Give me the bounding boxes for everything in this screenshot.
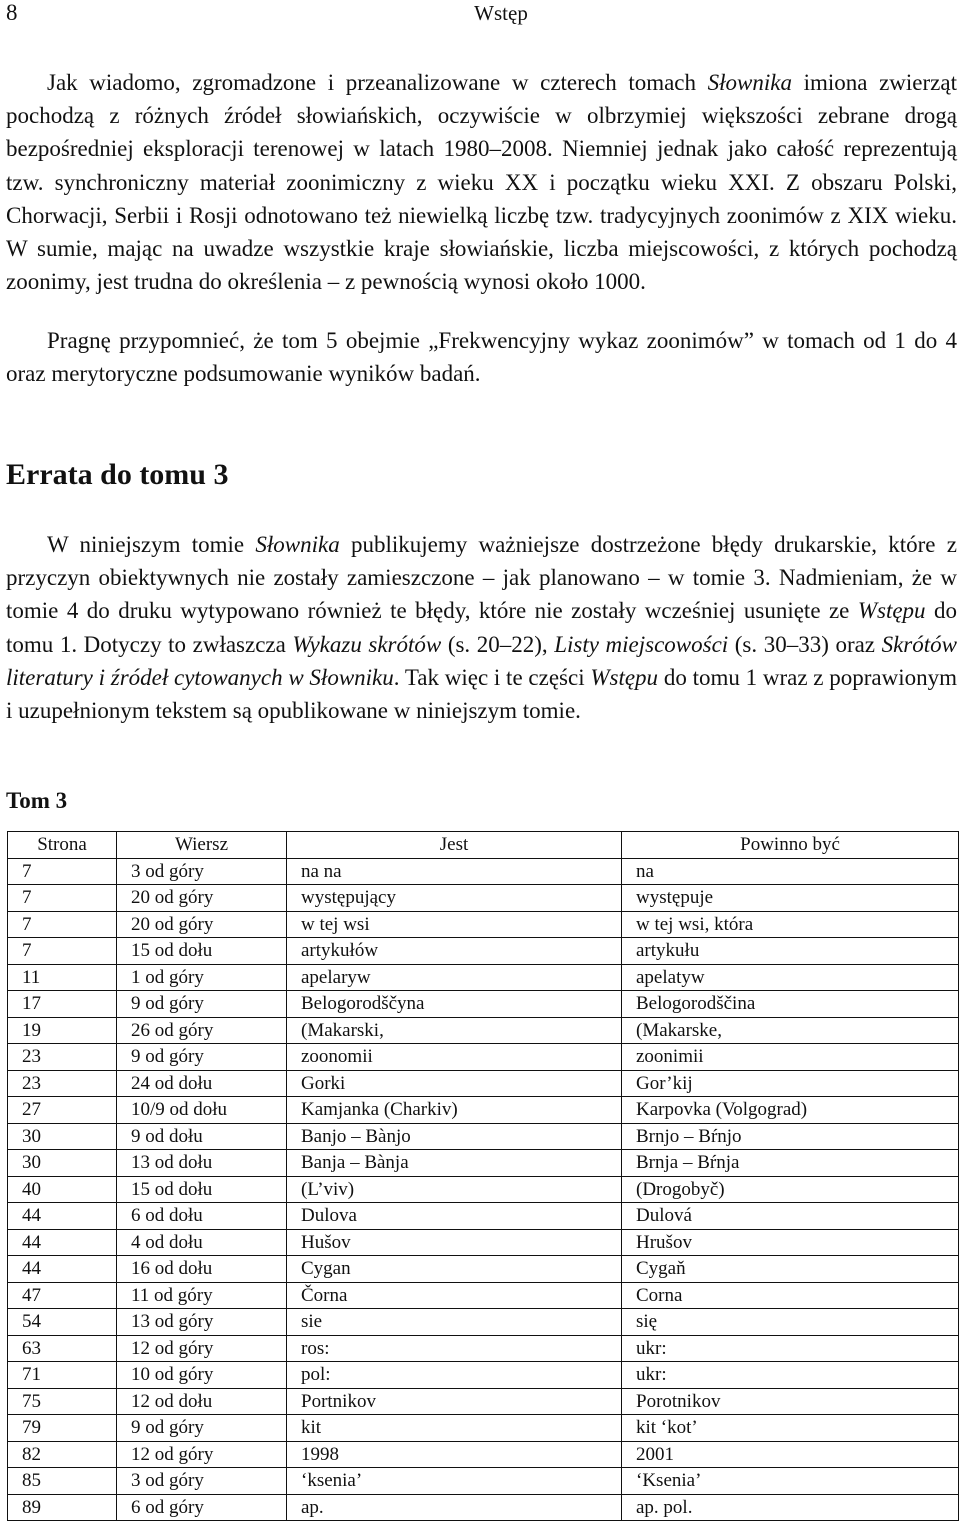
cell-wiersz: 6 od dołu <box>117 1203 287 1230</box>
cell-strona: 40 <box>8 1176 117 1203</box>
cell-powinno-byc: (Drogobyč) <box>622 1176 959 1203</box>
table-row <box>8 1203 959 1230</box>
cell-powinno-byc: na <box>622 858 959 885</box>
cell-jest: artykułów <box>287 938 622 965</box>
cell-powinno-byc: ‘Ksenia’ <box>622 1468 959 1495</box>
cell-powinno-byc: kit ‘kot’ <box>622 1415 959 1442</box>
cell-strona: 54 <box>8 1309 117 1336</box>
table-header-row <box>8 832 959 859</box>
table-row <box>8 991 959 1018</box>
table-body <box>8 858 959 1521</box>
table-row <box>8 1388 959 1415</box>
cell-wiersz: 16 od dołu <box>117 1256 287 1283</box>
cell-powinno-byc: ap. pol. <box>622 1494 959 1521</box>
table-row <box>8 1494 959 1521</box>
cell-jest: Banjo – Bànjo <box>287 1123 622 1150</box>
cell-wiersz: 12 od góry <box>117 1335 287 1362</box>
cell-wiersz: 13 od dołu <box>117 1150 287 1177</box>
cell-strona: 7 <box>8 885 117 912</box>
table-row <box>8 1441 959 1468</box>
cell-wiersz: 20 od góry <box>117 885 287 912</box>
cell-strona: 27 <box>8 1097 117 1124</box>
cell-strona: 85 <box>8 1468 117 1495</box>
cell-powinno-byc: apelatyw <box>622 964 959 991</box>
cell-strona: 82 <box>8 1441 117 1468</box>
table-row <box>8 1468 959 1495</box>
table-row <box>8 964 959 991</box>
cell-strona: 7 <box>8 938 117 965</box>
cell-powinno-byc: się <box>622 1309 959 1336</box>
cell-strona: 44 <box>8 1256 117 1283</box>
table-row <box>8 1282 959 1309</box>
cell-jest: zoonomii <box>287 1044 622 1071</box>
cell-jest: występujący <box>287 885 622 912</box>
table-row <box>8 1256 959 1283</box>
cell-jest: pol: <box>287 1362 622 1389</box>
cell-powinno-byc: Porotnikov <box>622 1388 959 1415</box>
table-row <box>8 911 959 938</box>
column-header-jest: Jest <box>287 832 622 859</box>
table-row <box>8 1150 959 1177</box>
cell-jest: Hušov <box>287 1229 622 1256</box>
cell-jest: apelaryw <box>287 964 622 991</box>
cell-jest: Cygan <box>287 1256 622 1283</box>
cell-strona: 44 <box>8 1229 117 1256</box>
cell-wiersz: 1 od góry <box>117 964 287 991</box>
cell-wiersz: 6 od góry <box>117 1494 287 1521</box>
cell-powinno-byc: Gor’kij <box>622 1070 959 1097</box>
table-heading: Tom 3 <box>6 788 68 813</box>
cell-strona: 11 <box>8 964 117 991</box>
errata-paragraph: W niniejszym tomie Słownika publikujemy ważniejsze dostrzeżone błędy drukarskie, które z przyczyn obiektywnych nie zostały zamieszczone – jak planowano – w tomie 3. Nadmieniam, że w tomie 4 do druku wytypowano również te błędy, które nie zostały wcześniej usunięte ze Wstępu do tomu 1. Dotyczy to zwłaszcza Wykazu skrótów (s. 20–22), Listy miejscowości (s. 30–33) oraz Skrótów literatury i źródeł cytowanych w Słowniku. Tak więc i te części Wstępu do tomu 1 wraz z poprawionym i uzupełnionym tekstem są opublikowane w niniejszym tomie. <box>6 532 958 724</box>
cell-strona: 75 <box>8 1388 117 1415</box>
cell-jest: Čorna <box>287 1282 622 1309</box>
cell-powinno-byc: Corna <box>622 1282 959 1309</box>
column-header-wiersz: Wiersz <box>117 832 287 859</box>
cell-wiersz: 9 od góry <box>117 991 287 1018</box>
table-row <box>8 1044 959 1071</box>
italic-title: Wstępu <box>857 598 926 624</box>
cell-wiersz: 26 od góry <box>117 1017 287 1044</box>
cell-jest: Kamjanka (Charkiv) <box>287 1097 622 1124</box>
italic-title: Słownika <box>255 532 340 557</box>
table-row <box>8 938 959 965</box>
cell-jest: Belogorodščyna <box>287 991 622 1018</box>
cell-wiersz: 12 od dołu <box>117 1388 287 1415</box>
cell-strona: 7 <box>8 911 117 938</box>
cell-strona: 19 <box>8 1017 117 1044</box>
cell-powinno-byc: występuje <box>622 885 959 912</box>
column-header-powinno-byc: Powinno być <box>622 832 959 859</box>
cell-jest: (Makarski, <box>287 1017 622 1044</box>
cell-powinno-byc: 2001 <box>622 1441 959 1468</box>
cell-powinno-byc: ukr: <box>622 1335 959 1362</box>
intro-paragraph-1: Jak wiadomo, zgromadzone i przeanalizowane w czterech tomach Słownika imiona zwierząt pochodzą z różnych źródeł słowiańskich, oczywiście w olbrzymiej większości zebrane drogą bezpośredniej eksploracji terenowej w latach 1980–2008. Niemniej jednak jako całość reprezentują tzw. synchroniczny materiał zoonimiczny z wieku XX i początku wieku XXI. Z obszaru Polski, Chorwacji, Serbii i Rosji odnotowano też niewielką liczbę tzw. tradycyjnych zoonimów z XIX wieku. W sumie, mając na uwadze wszystkie kraje słowiańskie, liczba miejscowości, z których pochodzą zoonimy, jest trudna do określenia – z pewnością wynosi około 1000. <box>6 70 957 295</box>
cell-wiersz: 20 od góry <box>117 911 287 938</box>
cell-powinno-byc: Cygaň <box>622 1256 959 1283</box>
table-row <box>8 1070 959 1097</box>
cell-powinno-byc: Brnjo – Bŕnjo <box>622 1123 959 1150</box>
cell-strona: 7 <box>8 858 117 885</box>
cell-powinno-byc: artykułu <box>622 938 959 965</box>
cell-strona: 23 <box>8 1070 117 1097</box>
cell-wiersz: 12 od góry <box>117 1441 287 1468</box>
table-row <box>8 1415 959 1442</box>
cell-wiersz: 3 od góry <box>117 858 287 885</box>
cell-powinno-byc: Dulová <box>622 1203 959 1230</box>
cell-strona: 30 <box>8 1123 117 1150</box>
column-header-strona: Strona <box>8 832 117 859</box>
cell-jest: Banja – Bànja <box>287 1150 622 1177</box>
cell-wiersz: 15 od dołu <box>117 1176 287 1203</box>
cell-jest: 1998 <box>287 1441 622 1468</box>
table-row <box>8 1362 959 1389</box>
cell-wiersz: 9 od góry <box>117 1415 287 1442</box>
cell-wiersz: 10 od góry <box>117 1362 287 1389</box>
table-row <box>8 858 959 885</box>
cell-strona: 89 <box>8 1494 117 1521</box>
table-row <box>8 885 959 912</box>
cell-wiersz: 4 od dołu <box>117 1229 287 1256</box>
italic-title: Skrótów literatury i źródeł cytowanych w Słowniku <box>6 631 957 690</box>
cell-jest: Dulova <box>287 1203 622 1230</box>
table-row <box>8 1123 959 1150</box>
italic-title: Wstępu <box>590 664 659 690</box>
cell-jest: Portnikov <box>287 1388 622 1415</box>
cell-powinno-byc: w tej wsi, która <box>622 911 959 938</box>
table-row <box>8 1335 959 1362</box>
cell-strona: 44 <box>8 1203 117 1230</box>
table-row <box>8 1017 959 1044</box>
errata-heading: Errata do tomu 3 <box>6 458 229 491</box>
cell-powinno-byc: Brnja – Bŕnja <box>622 1150 959 1177</box>
cell-jest: sie <box>287 1309 622 1336</box>
table-row <box>8 1229 959 1256</box>
table-row <box>8 1309 959 1336</box>
cell-strona: 71 <box>8 1362 117 1389</box>
table-row <box>8 1176 959 1203</box>
cell-strona: 17 <box>8 991 117 1018</box>
cell-strona: 63 <box>8 1335 117 1362</box>
italic-title: Listy miejscowości <box>554 631 729 657</box>
cell-powinno-byc: Karpovka (Volgograd) <box>622 1097 959 1124</box>
table-row <box>8 1097 959 1124</box>
cell-wiersz: 9 od góry <box>117 1044 287 1071</box>
cell-wiersz: 9 od dołu <box>117 1123 287 1150</box>
cell-powinno-byc: zoonimii <box>622 1044 959 1071</box>
cell-powinno-byc: ukr: <box>622 1362 959 1389</box>
cell-jest: na na <box>287 858 622 885</box>
page-number: 8 <box>6 0 18 25</box>
cell-wiersz: 10/9 od dołu <box>117 1097 287 1124</box>
cell-strona: 79 <box>8 1415 117 1442</box>
cell-jest: Gorki <box>287 1070 622 1097</box>
cell-wiersz: 24 od dołu <box>117 1070 287 1097</box>
cell-wiersz: 11 od góry <box>117 1282 287 1309</box>
cell-jest: (L’viv) <box>287 1176 622 1203</box>
cell-strona: 23 <box>8 1044 117 1071</box>
cell-wiersz: 13 od góry <box>117 1309 287 1336</box>
running-head-title: Wstęp <box>474 1 528 25</box>
italic-title: Wykazu skrótów <box>292 631 442 657</box>
errata-table <box>7 831 959 1521</box>
cell-jest: ap. <box>287 1494 622 1521</box>
cell-powinno-byc: Hrušov <box>622 1229 959 1256</box>
intro-paragraph-2: Pragnę przypomnieć, że tom 5 obejmie „Frekwencyjny wykaz zoonimów” w tomach od 1 do 4 oraz merytoryczne podsumowanie wyników badań. <box>6 328 957 387</box>
cell-wiersz: 15 od dołu <box>117 938 287 965</box>
cell-jest: ‘ksenia’ <box>287 1468 622 1495</box>
cell-jest: kit <box>287 1415 622 1442</box>
cell-jest: w tej wsi <box>287 911 622 938</box>
cell-strona: 47 <box>8 1282 117 1309</box>
italic-title: Słownika <box>707 70 792 95</box>
cell-wiersz: 3 od góry <box>117 1468 287 1495</box>
cell-strona: 30 <box>8 1150 117 1177</box>
cell-jest: ros: <box>287 1335 622 1362</box>
cell-powinno-byc: Belogorodščina <box>622 991 959 1018</box>
cell-powinno-byc: (Makarske, <box>622 1017 959 1044</box>
